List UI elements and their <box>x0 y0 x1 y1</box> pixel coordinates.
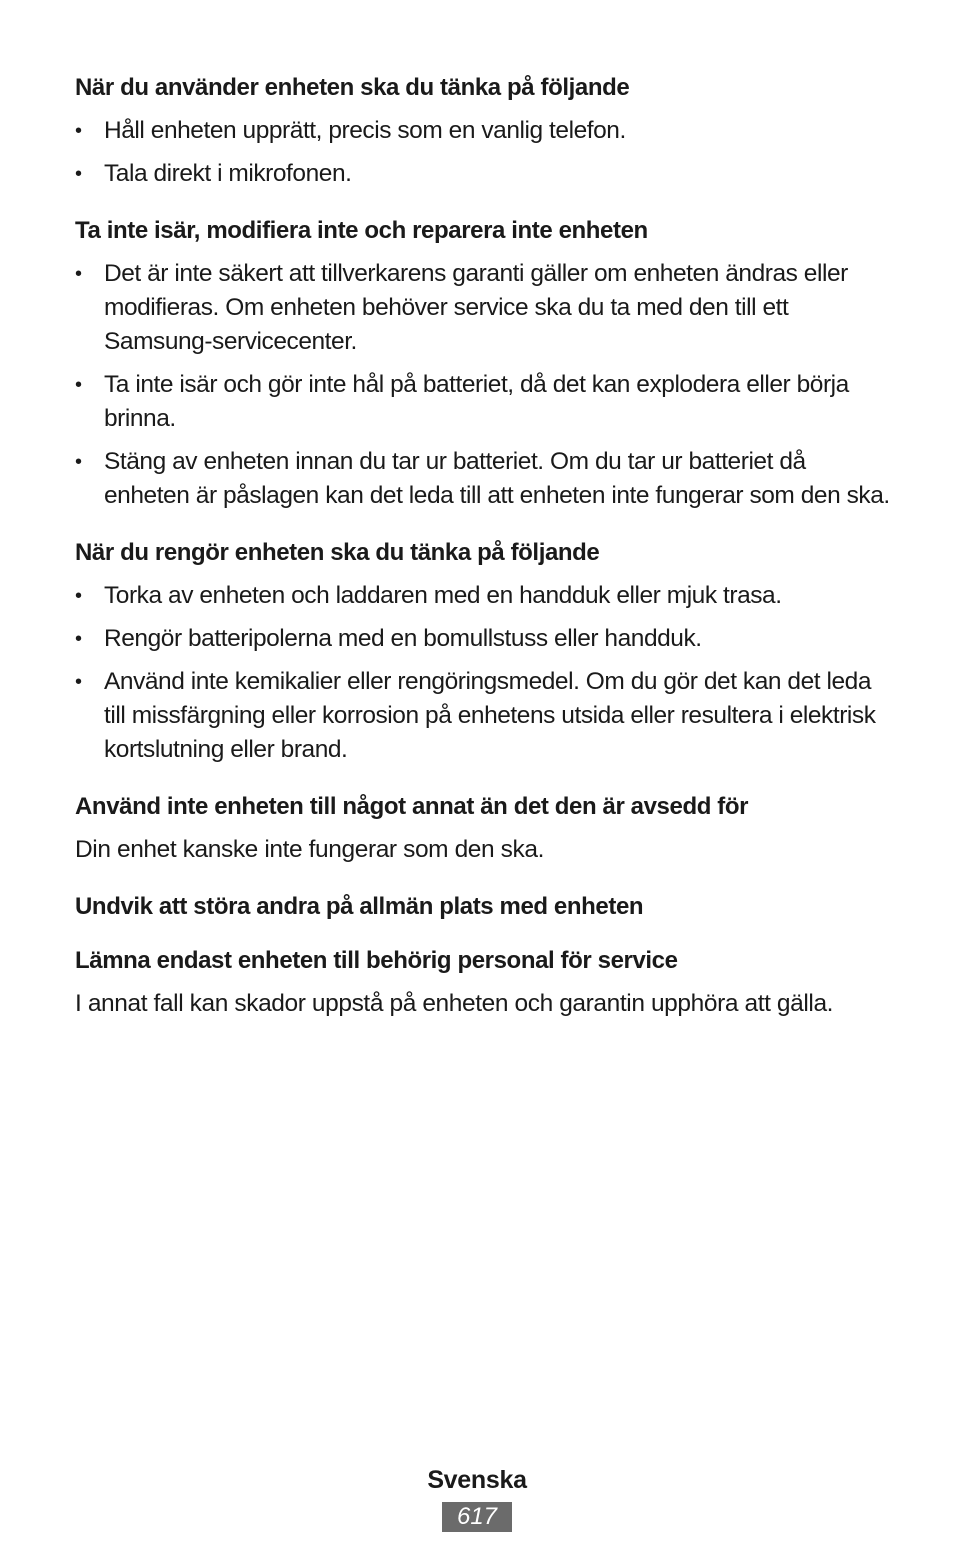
footer-language: Svenska <box>427 1466 527 1494</box>
bullet-icon: • <box>75 120 82 142</box>
bullet-list <box>75 257 890 513</box>
document-body <box>75 72 890 1045</box>
list-item: • Torka av enheten och laddaren med en handduk eller mjuk trasa. <box>75 579 890 613</box>
section-heading: Ta inte isär, modifiera inte och reparera inte enheten <box>75 217 648 244</box>
page-number: 617 <box>442 1502 512 1532</box>
bullet-icon: • <box>75 451 82 473</box>
section-service <box>75 945 890 1021</box>
bullet-list <box>75 114 890 191</box>
page-footer <box>0 1462 954 1532</box>
bullet-icon: • <box>75 671 82 693</box>
section-cleaning <box>75 537 890 767</box>
bullet-list <box>75 579 890 767</box>
bullet-icon: • <box>75 163 82 185</box>
list-item: • Stäng av enheten innan du tar ur batteriet. Om du tar ur batteriet då enheten är påslagen kan det leda till att enheten inte fungerar som den ska. <box>75 445 890 513</box>
list-item: • Det är inte säkert att tillverkarens garanti gäller om enheten ändras eller modifieras. Om enheten behöver service ska du ta med den till ett Samsung-servicecenter. <box>75 257 890 359</box>
bullet-icon: • <box>75 374 82 396</box>
section-usage <box>75 72 890 191</box>
section-heading: Undvik att störa andra på allmän plats med enheten <box>75 893 644 920</box>
section-text: I annat fall kan skador uppstå på enheten och garantin upphöra att gälla. <box>75 990 834 1017</box>
section-public-places <box>75 891 890 923</box>
section-text: Din enhet kanske inte fungerar som den ska. <box>75 836 544 863</box>
list-item: • Tala direkt i mikrofonen. <box>75 157 890 191</box>
section-intended-use <box>75 791 890 867</box>
section-heading: När du rengör enheten ska du tänka på följande <box>75 539 600 566</box>
list-item: • Håll enheten upprätt, precis som en vanlig telefon. <box>75 114 890 148</box>
section-heading: Använd inte enheten till något annat än det den är avsedd för <box>75 793 749 820</box>
list-item: • Använd inte kemikalier eller rengöringsmedel. Om du gör det kan det leda till missfärgning eller korrosion på enhetens utsida eller resultera i elektrisk kortslutning eller brand. <box>75 665 890 767</box>
section-no-modify <box>75 215 890 513</box>
list-item: • Ta inte isär och gör inte hål på batteriet, då det kan explodera eller börja brinna. <box>75 368 890 436</box>
section-heading: Lämna endast enheten till behörig personal för service <box>75 947 678 974</box>
bullet-icon: • <box>75 585 82 607</box>
bullet-icon: • <box>75 628 82 650</box>
bullet-icon: • <box>75 263 82 285</box>
list-item: • Rengör batteripolerna med en bomullstuss eller handduk. <box>75 622 890 656</box>
section-heading: När du använder enheten ska du tänka på följande <box>75 74 630 101</box>
